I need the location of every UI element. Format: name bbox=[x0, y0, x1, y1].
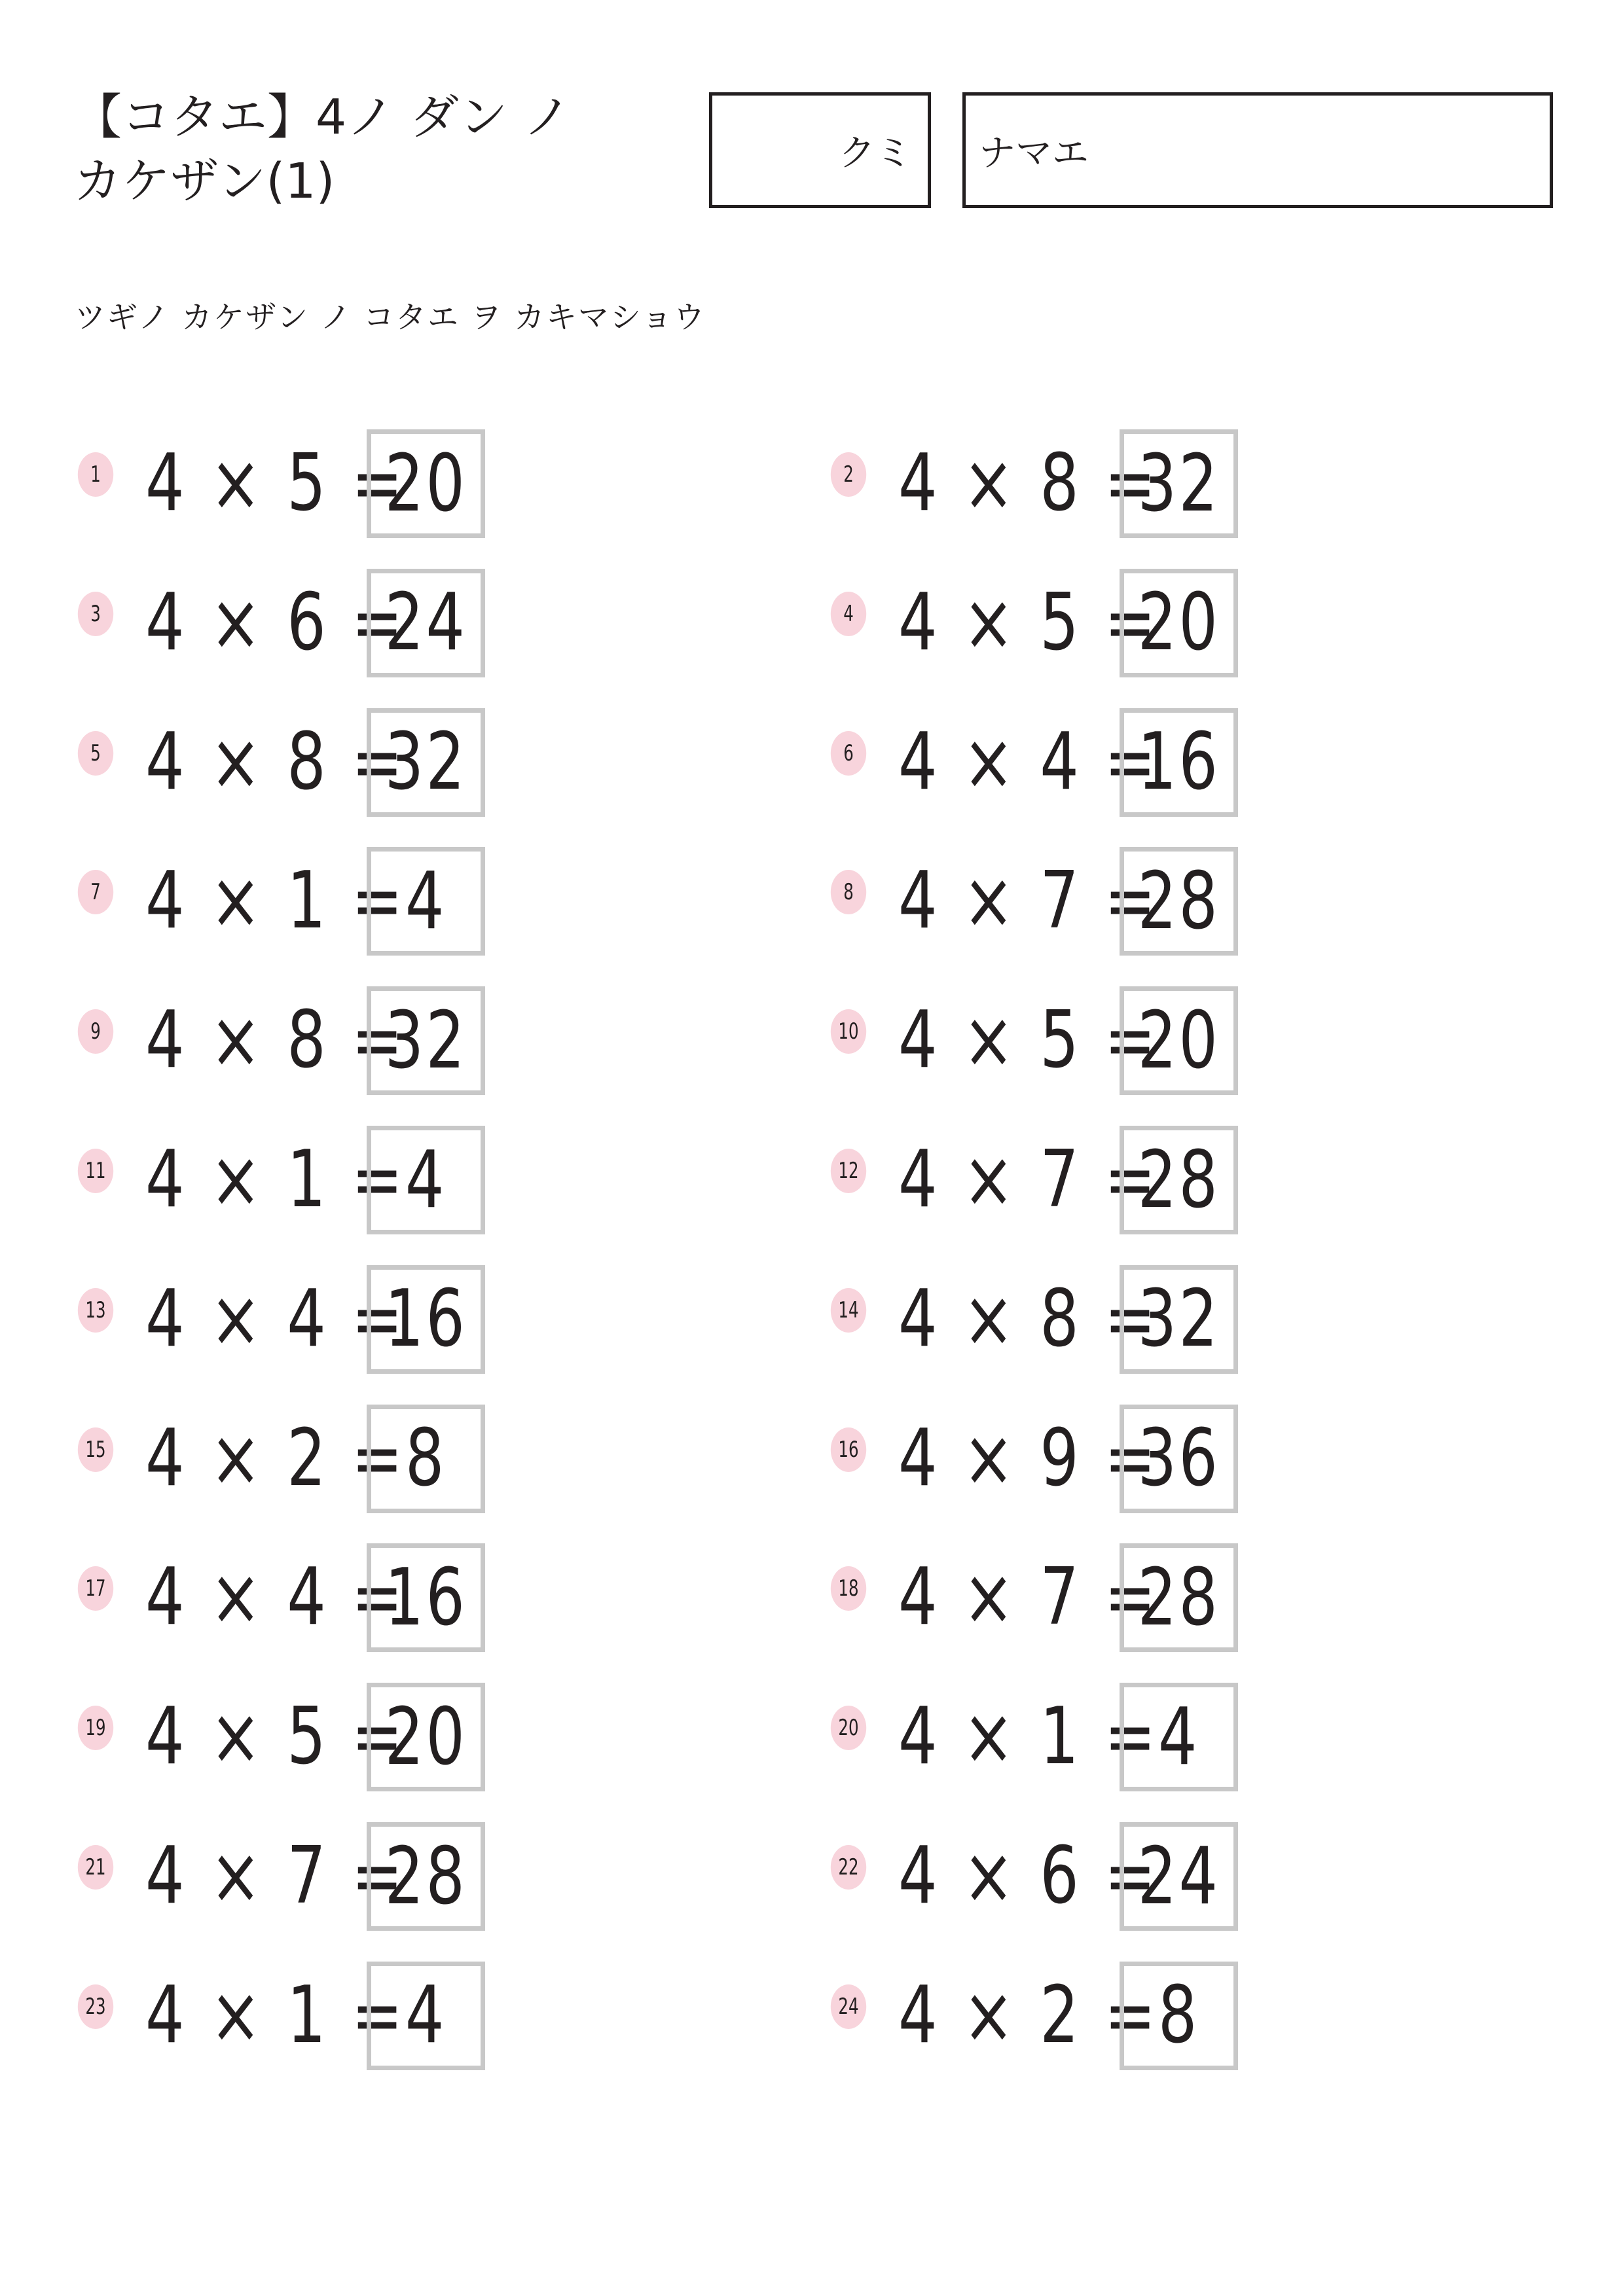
problem-item bbox=[73, 1405, 492, 1513]
problem-number-badge: 4 bbox=[831, 592, 866, 636]
problem-item bbox=[73, 1265, 492, 1374]
answer-box[interactable] bbox=[1120, 1405, 1238, 1513]
answer-value: 32 bbox=[384, 717, 467, 808]
problem-number-badge: 16 bbox=[831, 1427, 866, 1472]
problem-item bbox=[73, 847, 492, 956]
problem-expression: 4 × 1 = bbox=[898, 1691, 1159, 1783]
problem-item bbox=[73, 986, 492, 1095]
answer-value: 16 bbox=[384, 1552, 467, 1643]
answer-value: 4 bbox=[405, 1134, 447, 1226]
answer-value: 20 bbox=[384, 1691, 467, 1783]
problem-expression: 4 × 5 = bbox=[145, 438, 406, 529]
instruction-text: ツギノ カケザン ノ コタエ ヲ カキマショウ bbox=[75, 300, 706, 336]
problem-item bbox=[826, 1962, 1245, 2070]
problem-number-badge: 10 bbox=[831, 1009, 866, 1054]
problem-expression: 4 × 9 = bbox=[898, 1412, 1159, 1504]
problem-number-badge: 14 bbox=[831, 1288, 866, 1333]
problem-expression: 4 × 7 = bbox=[898, 1552, 1159, 1643]
problem-expression: 4 × 5 = bbox=[145, 1691, 406, 1783]
problem-number-badge: 9 bbox=[78, 1009, 113, 1054]
answer-box[interactable] bbox=[1120, 847, 1238, 956]
problem-expression: 4 × 7 = bbox=[898, 855, 1159, 947]
answer-value: 36 bbox=[1137, 1413, 1220, 1505]
answer-box[interactable] bbox=[1120, 1126, 1238, 1234]
answer-box[interactable] bbox=[367, 708, 485, 817]
answer-box[interactable] bbox=[1120, 1265, 1238, 1374]
problem-expression: 4 × 2 = bbox=[145, 1412, 406, 1504]
problem-number-badge: 13 bbox=[78, 1288, 113, 1333]
problem-item bbox=[826, 1405, 1245, 1513]
problem-number-badge: 19 bbox=[78, 1706, 113, 1750]
answer-value: 8 bbox=[1158, 1970, 1199, 2062]
title-line-2: カケザン(1) bbox=[73, 153, 335, 209]
problem-number-badge: 22 bbox=[831, 1845, 866, 1890]
problem-number-badge: 15 bbox=[78, 1427, 113, 1472]
problem-item bbox=[73, 708, 492, 817]
title-line-1: 【コタエ】4ノ ダン ノ bbox=[73, 89, 572, 145]
problem-expression: 4 × 5 = bbox=[898, 577, 1159, 668]
problem-item bbox=[826, 429, 1245, 538]
problem-expression: 4 × 4 = bbox=[145, 1552, 406, 1643]
problem-number-badge: 8 bbox=[831, 870, 866, 914]
answer-box[interactable] bbox=[367, 1265, 485, 1374]
problem-item bbox=[73, 569, 492, 677]
problem-expression: 4 × 8 = bbox=[145, 716, 406, 808]
problem-item bbox=[73, 1822, 492, 1931]
problem-expression: 4 × 8 = bbox=[898, 1273, 1159, 1365]
problem-expression: 4 × 7 = bbox=[145, 1831, 406, 1922]
answer-value: 16 bbox=[1137, 717, 1220, 808]
problem-number-badge: 7 bbox=[78, 870, 113, 914]
answer-value: 20 bbox=[1137, 995, 1220, 1086]
problem-number-badge: 12 bbox=[831, 1149, 866, 1193]
answer-value: 28 bbox=[384, 1831, 467, 1922]
problem-number-badge: 2 bbox=[831, 452, 866, 497]
problem-expression: 4 × 1 = bbox=[145, 855, 406, 947]
answer-value: 4 bbox=[405, 1970, 447, 2062]
problem-number-badge: 17 bbox=[78, 1566, 113, 1611]
problem-number-badge: 5 bbox=[78, 731, 113, 776]
answer-value: 32 bbox=[1137, 1274, 1220, 1365]
problem-number-badge: 24 bbox=[831, 1984, 866, 2029]
answer-value: 28 bbox=[1137, 855, 1220, 947]
problem-item bbox=[826, 1265, 1245, 1374]
answer-box[interactable] bbox=[367, 1822, 485, 1931]
problem-item bbox=[73, 1962, 492, 2070]
answer-value: 20 bbox=[384, 438, 467, 529]
problem-item bbox=[73, 1543, 492, 1652]
answer-value: 4 bbox=[1158, 1691, 1199, 1783]
answer-box[interactable] bbox=[367, 1126, 485, 1234]
answer-value: 28 bbox=[1137, 1134, 1220, 1226]
problem-number-badge: 1 bbox=[78, 452, 113, 497]
answer-value: 20 bbox=[1137, 577, 1220, 669]
answer-value: 28 bbox=[1137, 1552, 1220, 1643]
answer-box[interactable] bbox=[1120, 1822, 1238, 1931]
answer-value: 8 bbox=[405, 1413, 447, 1505]
answer-box[interactable] bbox=[367, 1405, 485, 1513]
answer-box[interactable] bbox=[367, 569, 485, 677]
answer-value: 24 bbox=[1137, 1831, 1220, 1922]
problem-number-badge: 6 bbox=[831, 731, 866, 776]
problem-item bbox=[73, 1126, 492, 1234]
answer-box[interactable] bbox=[1120, 986, 1238, 1095]
answer-value: 32 bbox=[1137, 438, 1220, 529]
answer-value: 4 bbox=[405, 855, 447, 947]
problem-item bbox=[73, 429, 492, 538]
problem-expression: 4 × 8 = bbox=[145, 995, 406, 1086]
problem-expression: 4 × 1 = bbox=[145, 1134, 406, 1225]
problem-item bbox=[826, 986, 1245, 1095]
answer-value: 24 bbox=[384, 577, 467, 669]
answer-box[interactable] bbox=[1120, 1962, 1238, 2070]
answer-box[interactable] bbox=[367, 1683, 485, 1791]
problem-item bbox=[73, 1683, 492, 1791]
problem-item bbox=[826, 1543, 1245, 1652]
answer-box[interactable] bbox=[367, 1962, 485, 2070]
problem-number-badge: 21 bbox=[78, 1845, 113, 1890]
problem-expression: 4 × 7 = bbox=[898, 1134, 1159, 1225]
answer-box[interactable] bbox=[1120, 1543, 1238, 1652]
problem-expression: 4 × 6 = bbox=[898, 1831, 1159, 1922]
problem-expression: 4 × 4 = bbox=[145, 1273, 406, 1365]
problem-expression: 4 × 1 = bbox=[145, 1969, 406, 2061]
answer-box[interactable] bbox=[367, 986, 485, 1095]
problem-number-badge: 23 bbox=[78, 1984, 113, 2029]
problem-expression: 4 × 4 = bbox=[898, 716, 1159, 808]
problem-expression: 4 × 8 = bbox=[898, 438, 1159, 529]
problem-item bbox=[826, 1126, 1245, 1234]
answer-box[interactable] bbox=[1120, 569, 1238, 677]
answer-box[interactable] bbox=[367, 429, 485, 538]
class-label: クミ bbox=[839, 132, 912, 175]
problem-number-badge: 20 bbox=[831, 1706, 866, 1750]
problem-expression: 4 × 2 = bbox=[898, 1969, 1159, 2061]
name-label: ナマエ bbox=[979, 132, 1089, 175]
problem-item bbox=[826, 708, 1245, 817]
problem-number-badge: 11 bbox=[78, 1149, 113, 1193]
problem-number-badge: 18 bbox=[831, 1566, 866, 1611]
answer-box[interactable] bbox=[1120, 708, 1238, 817]
answer-box[interactable] bbox=[367, 1543, 485, 1652]
answer-value: 16 bbox=[384, 1274, 467, 1365]
problem-item bbox=[826, 569, 1245, 677]
problem-item bbox=[826, 847, 1245, 956]
problem-item bbox=[826, 1683, 1245, 1791]
answer-box[interactable] bbox=[367, 847, 485, 956]
problem-expression: 4 × 5 = bbox=[898, 995, 1159, 1086]
problem-number-badge: 3 bbox=[78, 592, 113, 636]
problem-item bbox=[826, 1822, 1245, 1931]
problem-expression: 4 × 6 = bbox=[145, 577, 406, 668]
answer-box[interactable] bbox=[1120, 429, 1238, 538]
answer-box[interactable] bbox=[1120, 1683, 1238, 1791]
answer-value: 32 bbox=[384, 995, 467, 1086]
